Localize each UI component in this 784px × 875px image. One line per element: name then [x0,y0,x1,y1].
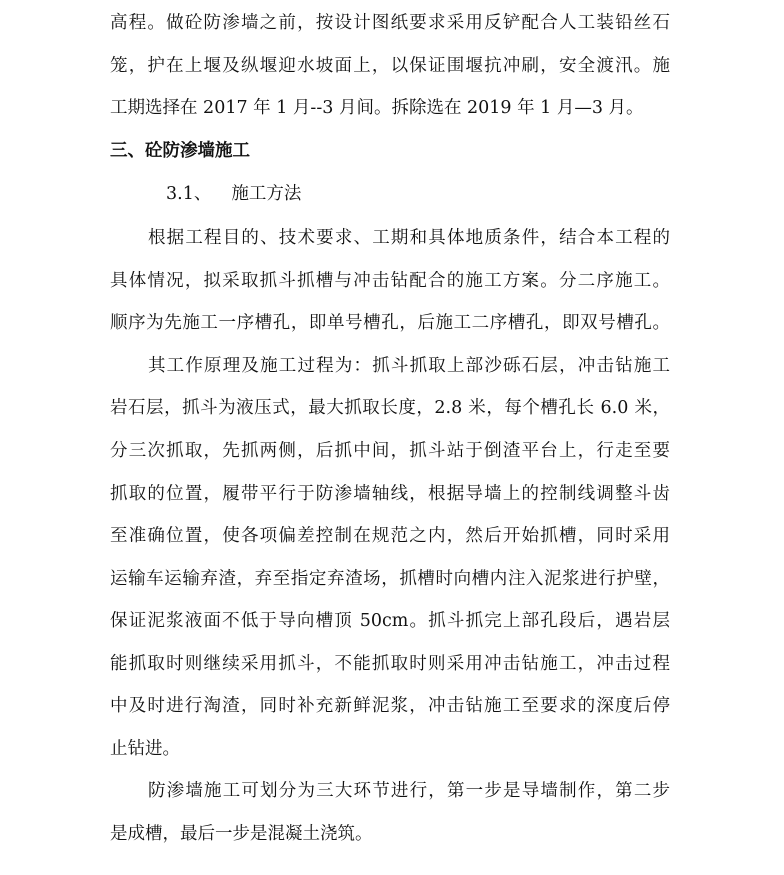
text-line: 防渗墙施工可划分为三大环节进行，第一步是导墙制作，第二步 [148,781,670,801]
text-line: 工期选择在 2017 年 1 月--3 月间。拆除选在 2019 年 1 月—3 月。 [110,98,644,118]
text-line: 运输车运输弃渣，弃至指定弃渣场，抓槽时向槽内注入泥浆进行护壁， [110,569,670,589]
subsection-heading [166,179,301,209]
text-line: 止钻进。 [110,739,180,759]
text-line: 分三次抓取，先抓两侧，后抓中间，抓斗站于倒渣平台上，行走至要 [110,441,670,461]
text-line: 保证泥浆液面不低于导向槽顶 50cm。抓斗抓完上部孔段后，遇岩层 [110,611,670,631]
text-line: 具体情况，拟采取抓斗抓槽与冲击钻配合的施工方案。分二序施工。 [110,271,670,291]
text-line: 根据工程目的、技术要求、工期和具体地质条件，结合本工程的 [148,228,670,248]
section-heading: 三、砼防渗墙施工 [110,141,250,161]
text-line: 顺序为先施工一序槽孔，即单号槽孔，后施工二序槽孔，即双号槽孔。 [110,313,670,333]
text-line: 至准确位置，使各项偏差控制在规范之内，然后开始抓槽，同时采用 [110,526,670,546]
text-line: 中及时进行淘渣，同时补充新鲜泥浆，冲击钻施工至要求的深度后停 [110,696,670,716]
text-line: 岩石层，抓斗为液压式，最大抓取长度，2.8 米，每个槽孔长 6.0 米， [110,398,670,418]
text-line: 其工作原理及施工过程为：抓斗抓取上部沙砾石层，冲击钻施工 [148,356,670,376]
text-line: 是成槽，最后一步是混凝土浇筑。 [110,824,373,844]
subsection-title: 施工方法 [231,184,302,204]
text-line: 笼，护在上堰及纵堰迎水坡面上，以保证围堰抗冲刷，安全渡汛。施 [110,56,670,76]
text-line: 能抓取时则继续采用抓斗，不能抓取时则采用冲击钻施工，冲击过程 [110,654,670,674]
text-line: 高程。做砼防渗墙之前，按设计图纸要求采用反铲配合人工装铅丝石 [110,13,670,33]
subsection-number: 3.1、 [166,184,212,204]
text-line: 抓取的位置，履带平行于防渗墙轴线，根据导墙上的控制线调整斗齿 [110,484,670,504]
